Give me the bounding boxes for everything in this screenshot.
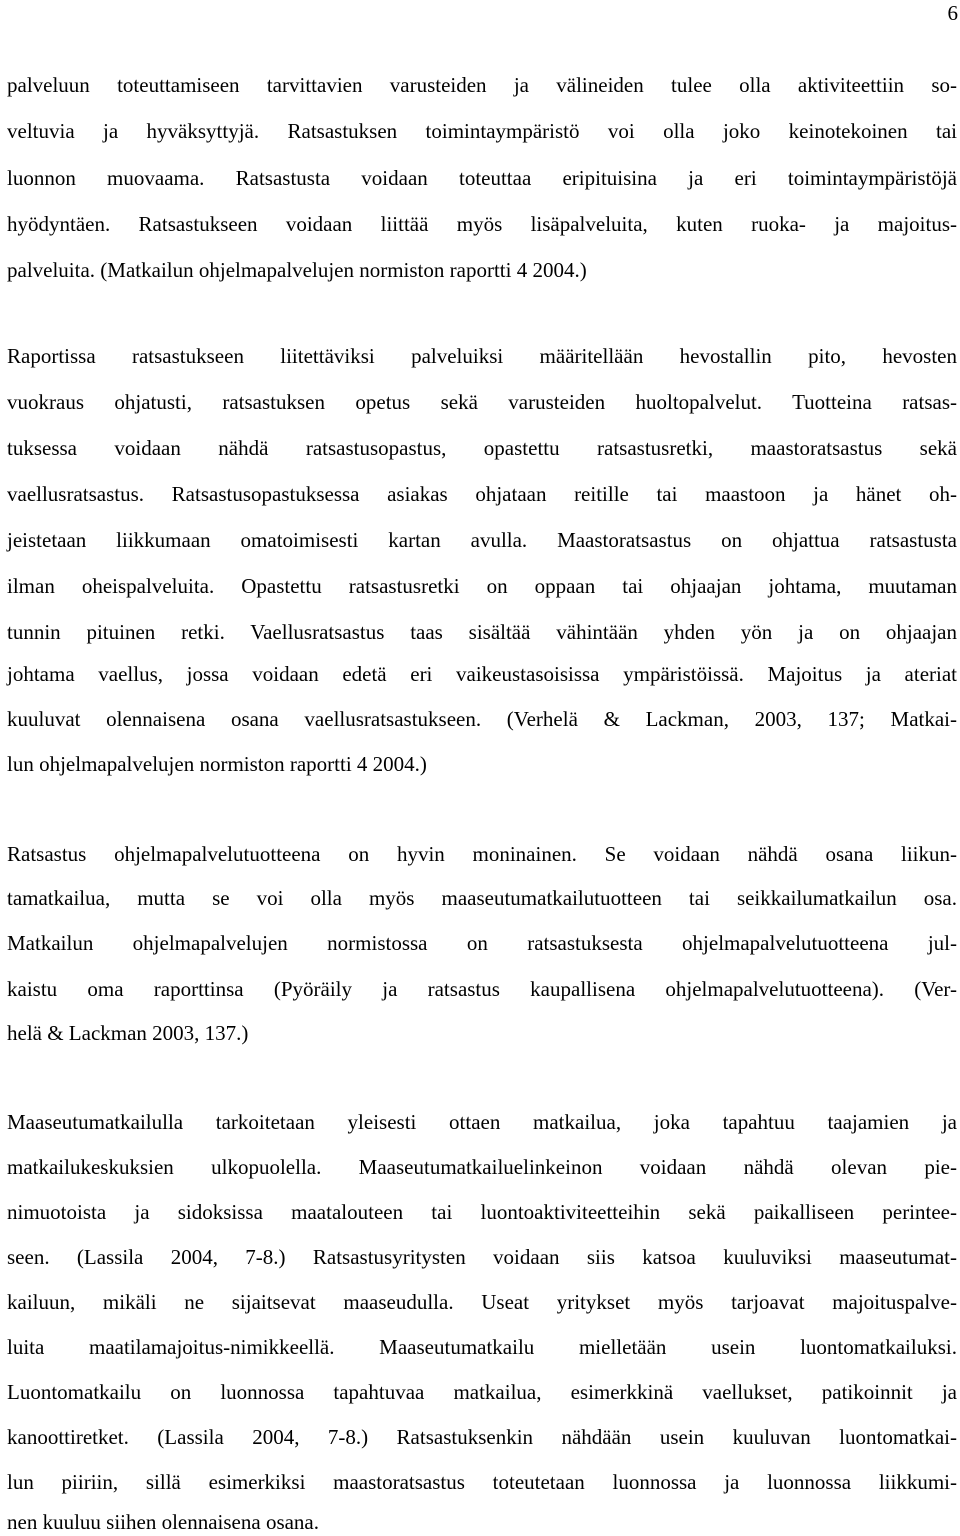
text-line: nen kuuluu siihen olennaisena osana. <box>7 1510 320 1534</box>
text-line: tunnin pituinen retki. Vaellusratsastus taas sisältää vähintään yhden yön ja on ohjaajan <box>7 620 957 644</box>
text-line: johtama vaellus, jossa voidaan edetä eri vaikeustasoisissa ympäristöissä. Majoitus ja ateriat <box>7 662 957 686</box>
text-line: Matkailun ohjelmapalvelujen normistossa on ratsastuksesta ohjelmapalvelutuotteena jul- <box>7 931 957 955</box>
text-line: vaellusratsastus. Ratsastusopastuksessa asiakas ohjataan reitille tai maastoon ja hänet oh- <box>7 482 957 506</box>
text-line: nimuotoista ja sidoksissa maatalouteen tai luontoaktiviteetteihin sekä paikalliseen perintee- <box>7 1200 957 1224</box>
text-line: jeistetaan liikkumaan omatoimisesti kartan avulla. Maastoratsastus on ohjattua ratsastusta <box>7 528 957 552</box>
text-line: tamatkailua, mutta se voi olla myös maaseutumatkailutuotteen tai seikkailumatkailun osa. <box>7 886 957 910</box>
text-line: luonnon muovaama. Ratsastusta voidaan toteuttaa eripituisina ja eri toimintaympäristöjä <box>7 166 957 190</box>
text-line: kuuluvat olennaisena osana vaellusratsastukseen. (Verhelä & Lackman, 2003, 137; Matkai- <box>7 707 957 731</box>
text-line: palveluita. (Matkailun ohjelmapalvelujen normiston raportti 4 2004.) <box>7 258 587 282</box>
text-line: kailuun, mikäli ne sijaitsevat maaseudulla. Useat yritykset myös tarjoavat majoituspalve- <box>7 1290 957 1314</box>
text-line: palveluun toteuttamiseen tarvittavien varusteiden ja välineiden tulee olla aktiviteettiin so- <box>7 73 957 97</box>
text-line: vuokraus ohjatusti, ratsastuksen opetus sekä varusteiden huoltopalvelut. Tuotteina ratsas- <box>7 390 957 414</box>
page-number: 6 <box>947 1 958 25</box>
text-line: lun ohjelmapalvelujen normiston raportti 4 2004.) <box>7 752 427 776</box>
text-line: hyödyntäen. Ratsastukseen voidaan liittää myös lisäpalveluita, kuten ruoka- ja majoitus- <box>7 212 957 236</box>
text-line: tuksessa voidaan nähdä ratsastusopastus, opastettu ratsastusretki, maastoratsastus sekä <box>7 436 957 460</box>
text-line: kanoottiretket. (Lassila 2004, 7-8.) Ratsastuksenkin nähdään usein kuuluvan luontomatkai- <box>7 1425 957 1449</box>
text-line: Maaseutumatkailulla tarkoitetaan yleisesti ottaen matkailua, joka tapahtuu taajamien ja <box>7 1110 957 1134</box>
text-line: Luontomatkailu on luonnossa tapahtuvaa matkailua, esimerkkinä vaellukset, patikoinnit ja <box>7 1380 957 1404</box>
text-line: lun piiriin, sillä esimerkiksi maastoratsastus toteutetaan luonnossa ja luonnossa liikkumi- <box>7 1470 957 1494</box>
text-line: kaistu oma raporttinsa (Pyöräily ja ratsastus kaupallisena ohjelmapalvelutuotteena). (Ver- <box>7 977 957 1001</box>
text-line: helä & Lackman 2003, 137.) <box>7 1021 249 1045</box>
text-line: Raportissa ratsastukseen liitettäviksi palveluiksi määritellään hevostallin pito, hevosten <box>7 344 957 368</box>
text-line: ilman oheispalveluita. Opastettu ratsastusretki on oppaan tai ohjaajan johtama, muutaman <box>7 574 957 598</box>
text-line: Ratsastus ohjelmapalvelutuotteena on hyvin moninainen. Se voidaan nähdä osana liikun- <box>7 842 957 866</box>
text-line: seen. (Lassila 2004, 7-8.) Ratsastusyritysten voidaan siis katsoa kuuluviksi maaseutumat- <box>7 1245 957 1269</box>
text-line: luita maatilamajoitus-nimikkeellä. Maaseutumatkailu mielletään usein luontomatkailuksi. <box>7 1335 957 1359</box>
text-line: matkailukeskuksien ulkopuolella. Maaseutumatkailuelinkeinon voidaan nähdä olevan pie- <box>7 1155 957 1179</box>
text-line: veltuvia ja hyväksyttyjä. Ratsastuksen toimintaympäristö voi olla joko keinotekoinen tai <box>7 119 957 143</box>
